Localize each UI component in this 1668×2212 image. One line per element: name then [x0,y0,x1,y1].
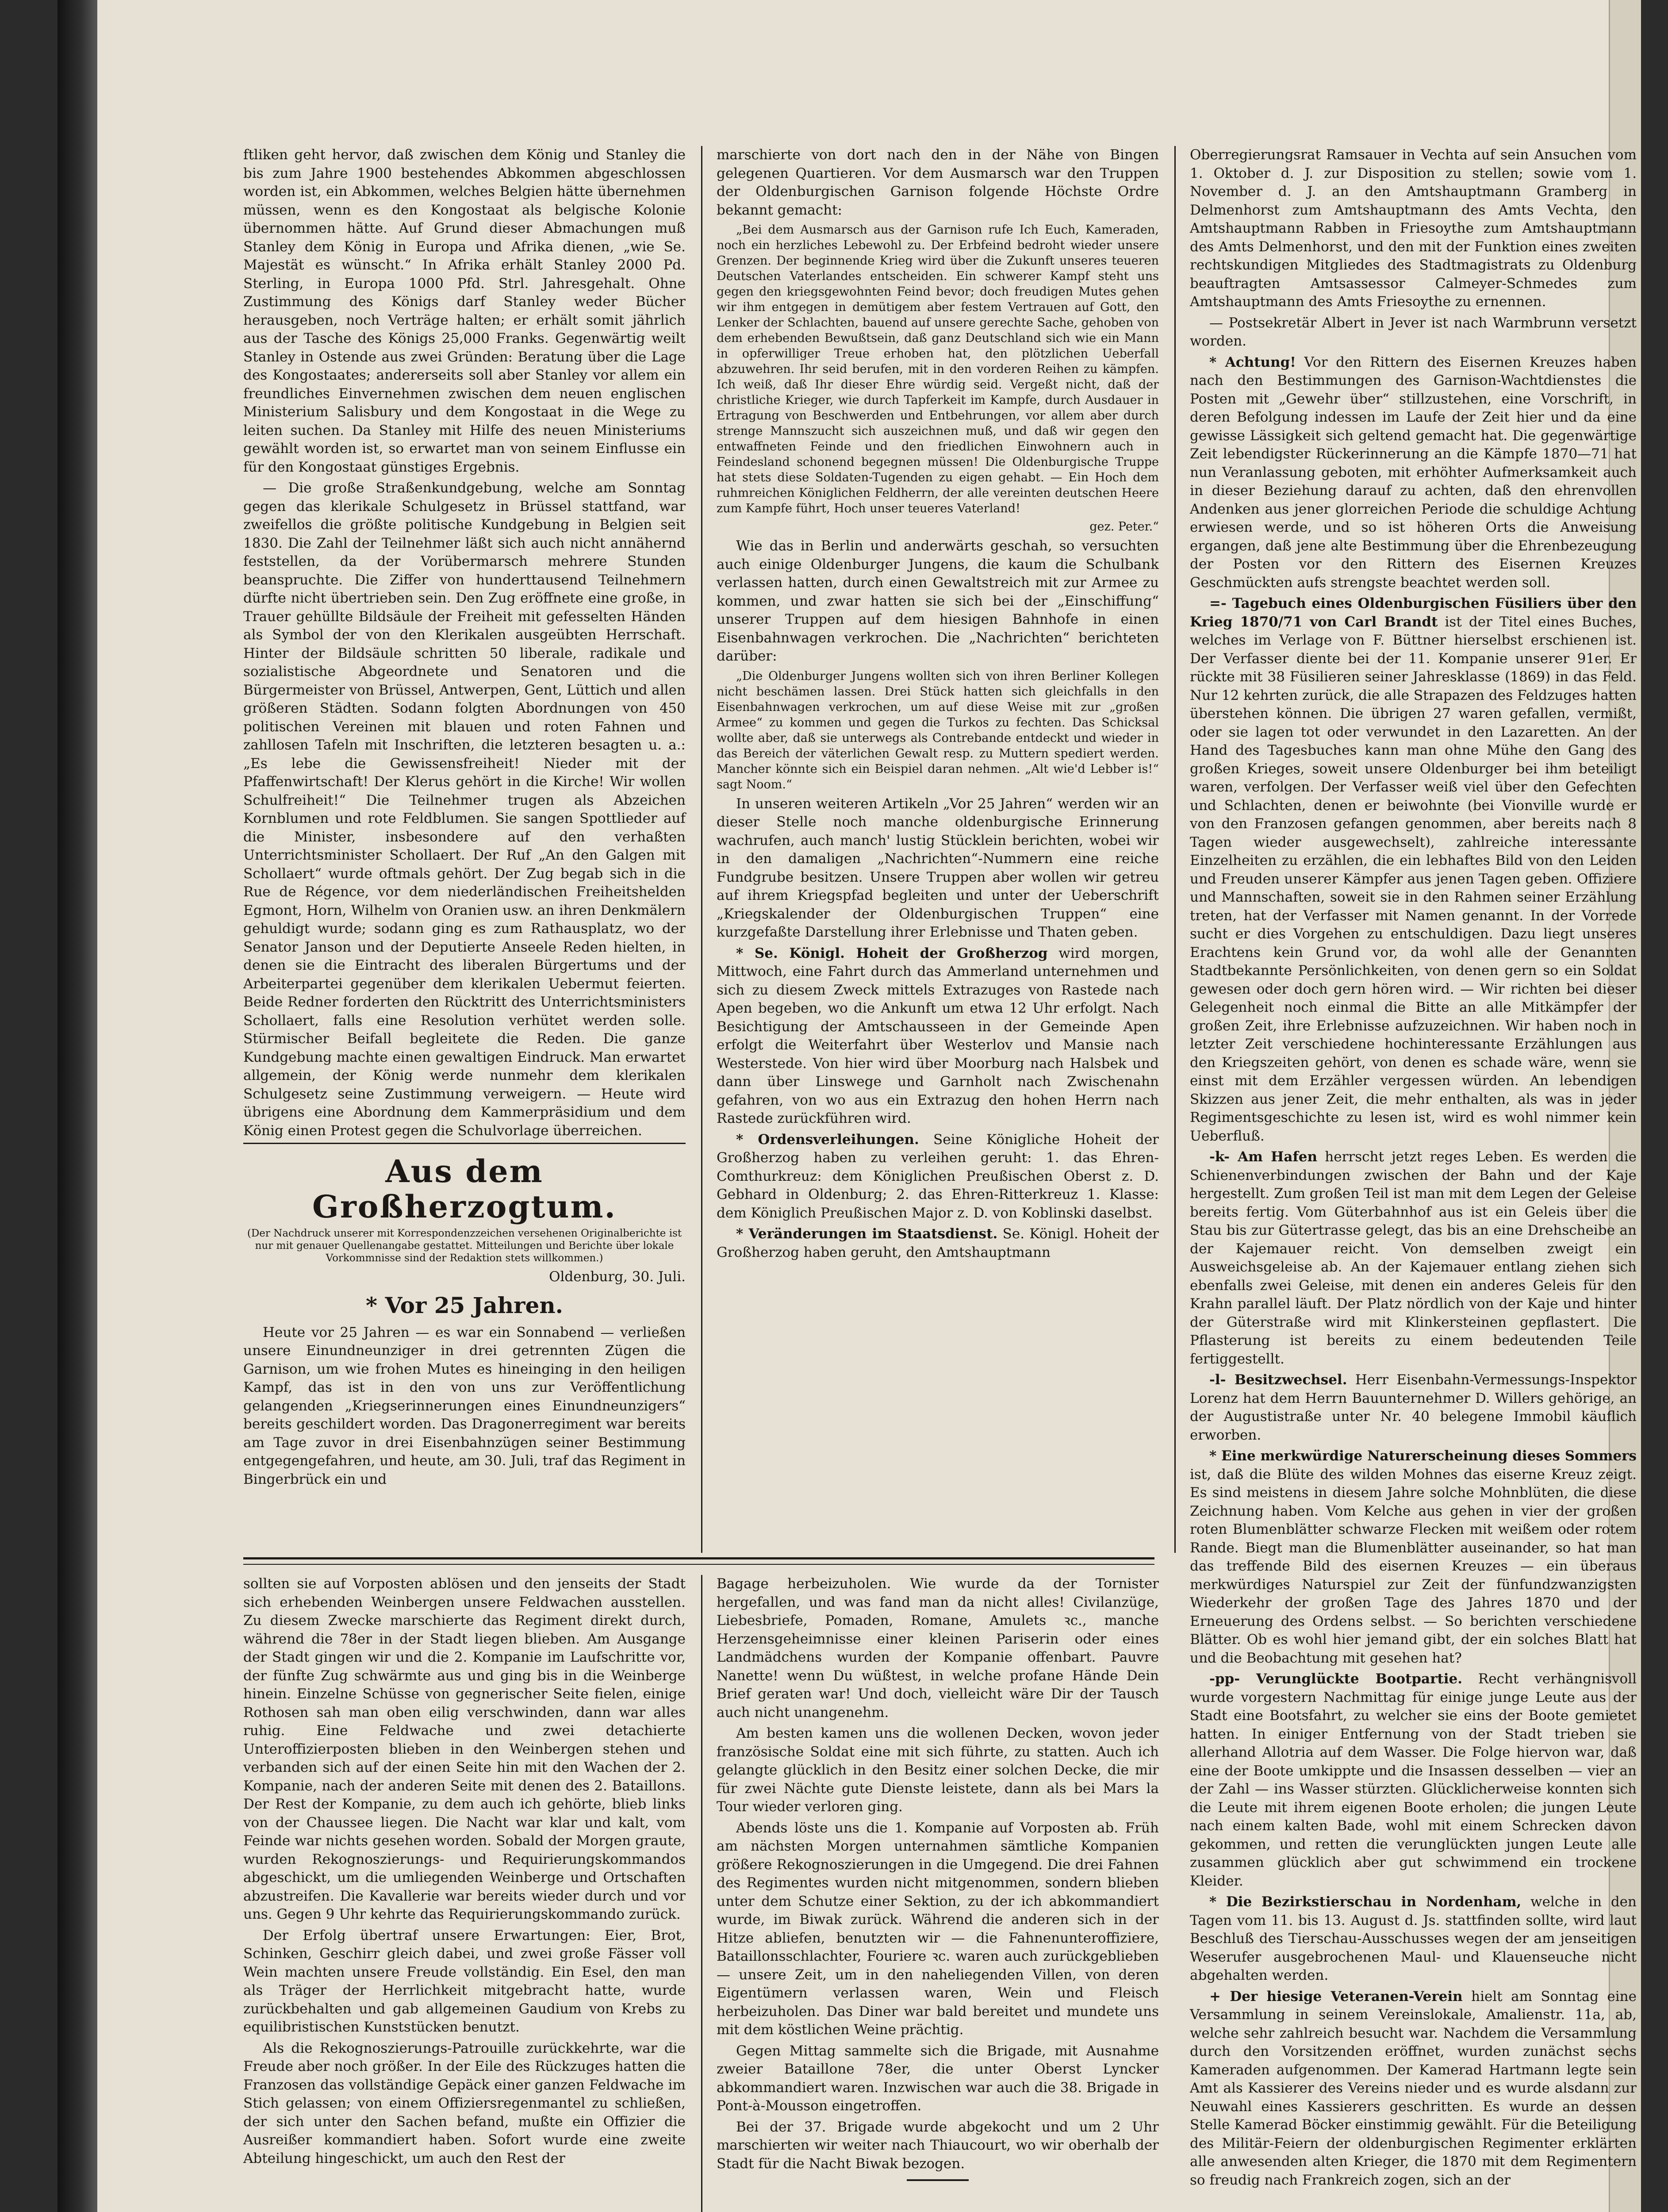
feuilleton-p1: sollten sie auf Vorposten ablösen und den jenseits der Stadt sich erhebenden Weinbergen unsere Feldwachen ausstellen. Zu diesem Zwecke marschierte das Regiment direkt durch, während die 78er in der Stadt liegen blieben. Am Ausgange der Stadt gingen wir und die 2. Kompanie im Laufschritte vor, der fünfte Zug schwärmte aus und ging bis in die Weinberge hinein. Einzelne Schüsse von gegnerischer Seite fielen, einige Rothosen sah man oben eilig verschwinden, dann war alles ruhig. Eine Feldwache und zwei detachierte Unteroffizierposten blieben in den Weinbergen stehen und verbanden sich auf der einen Seite hin mit den Wachen der 2. Kompanie, nach der anderen Seite mit denen des 2. Bataillons. Der Rest der Kompanie, zu dem auch ich gehörte, blieb links von der Chaussee liegen. Die Nacht war klar und kalt, vom Feinde war nichts gesehen worden. Sobald der Morgen graute, wurden Rekognoszierungs- und Requirierungskommandos abgeschickt, um die umliegenden Weinberge und Ortschaften abzustreifen. Die Kavallerie war bereits wieder durch und vor uns. Gegen 9 Uhr kehrte das Requirierungskommando zurück. [243,1576,686,1922]
article-staatsdienst-cont: Oberregierungsrat Ramsauer in Vechta auf sein Ansuchen vom 1. Oktober d. J. zur Disposition zu stellen; sowie vom 1. November d. J. an den Amtshauptmann Gramberg in Delmenhorst zum Amtshauptmann des Amts Vechta, den Amtshauptmann Rabben in Friesoythe zum Amtshauptmann des Amts Delmenhorst, und den mit der Funktion eines zweiten rechtskundigen Mitgliedes des Stadtmagistrats zu Oldenburg beauftragten Amtsassessor Calmeyer-Schmedes zum Amtshauptmann des Amts Friesoythe zu ernennen. [1190,147,1637,310]
heading-veteranen: + Der hiesige Veteranen-Verein [1209,1988,1463,2005]
heading-tierschau: * Die Bezirkstierschau in Nordenham, [1209,1894,1522,1910]
heading-hafen: -k- Am Hafen [1209,1149,1318,1165]
feuilleton-p8: Bei der 37. Brigade wurde abgekocht und um 2 Uhr marschierten wir weiter nach Thiaucourt, wo wir oberhalb der Stadt für die Nacht Biwak bezogen. [717,2119,1159,2172]
feuilleton-rule [243,1557,1154,1565]
feuilleton-p5: Am besten kamen uns die wollenen Decken, wovon jeder französische Soldat eine mit sich führte, zu statten. Auch ich gelangte glücklich in den Besitz einer solchen Decke, die mir für zwei Nächte gute Dienste leistete, dann als bei Mars la Tour wieder verloren ging. [717,1725,1159,1815]
feuilleton-column-2 [717,1575,1159,2212]
section-title: Aus dem Großherzogtum. [312,1153,617,1225]
column-rule [701,146,702,1553]
heading-naturerscheinung: * Eine merkwürdige Naturerscheinung dieses Sommers [1209,1448,1637,1464]
quote-ordre: „Bei dem Ausmarsch aus der Garnison rufe Ich Euch, Kameraden, noch ein herzliches Lebewohl zu. Der Erbfeind bedroht wieder unsere Grenzen. Der beginnende Krieg wird über die Zukunft unseres teueren Deutschen Vaterlandes entscheiden. Ein schwerer Kampf steht uns gegen den kriegsgewohnten Feind bevor; doch freudigen Mutes gehen wir ihm entgegen in demütigem aber festem Vertrauen auf Gott, den Lenker der Schlachten, bauend auf unsere gerechte Sache, gehoben von dem erhebenden Bewußtsein, daß ganz Deutschland sich wie ein Mann in opferwilliger Treue erhoben hat, den plötzlichen Ueberfall abzuwehren. Ihr seid berufen, mit in den vorderen Reihen zu kämpfen. Ich weiß, daß Ihr dieser Ehre würdig seid. Vergeßt nicht, daß der christliche Krieger, wie durch Tapferkeit im Kampfe, durch Ausdauer in Ertragung von Beschwerden und Entbehrungen, vor allem aber durch strenge Mannszucht sich auszeichnen muß, und daß wir gegen den entwaffneten Feinde und den friedlichen Einwohnern auch in Feindesland schonend begegnen müssen! Die Oldenburgische Truppe hat stets diese Soldaten-Tugenden zu eigen gehabt. — Ein Hoch dem ruhmreichen Königlichen Feldherrn, der alle vereinten deutschen Heere zum Kampfe führt, Hoch unser teueres Vaterland! [717,223,1159,515]
article-naturerscheinung: * Eine merkwürdige Naturerscheinung dieses Sommers ist, daß die Blüte des wilden Mohnes das eiserne Kreuz zeigt. Es sind meistens in diesem Jahre solche Mohnblüten, die diese Zeichnung haben. Vom Kelche aus gehen in vier der großen roten Blumenblätter schwarze Flecken mit weißem oder rotem Rande. Biegt man die Blumenblätter auseinander, so hat man das treffende Bild des eisernen Kreuzes — ein überaus merkwürdiges Naturspiel zur Zeit der fünfundzwanzigsten Wiederkehr der großen Tage des Jahres 1870 und der Erneuerung des Ordens selbst. — So berichten verschiedene Blätter. Ob es wohl hier jemand gibt, der ein solches Blatt hat und die Beobachtung mit gesehen hat? [1190,1448,1637,1666]
lower-section [243,1575,1645,2212]
feuilleton-column-1 [243,1575,686,2212]
column-rule [701,1575,702,2212]
column-2 [717,146,1159,1553]
article-weitere: In unseren weiteren Artikeln „Vor 25 Jahren“ werden wir an dieser Stelle noch manche oldenburgische Erinnerung wachrufen, auch manch' lustig Stücklein berichten, wobei wir in den damaligen „Nachrichten“-Nummern eine reiche Fundgrube besitzen. Unsere Truppen aber wollen wir getreu auf ihrem Kriegspfad begleiten und unter der Ueberschrift „Kriegskalender der Oldenburgischen Truppen“ eine kurzgefaßte Darstellung ihrer Erlebnisse und Thaten geben. [717,795,1159,940]
article-postsekretaer: — Postsekretär Albert in Jever ist nach Warmbrunn versetzt worden. [1190,315,1637,349]
article-jungens: Wie das in Berlin und anderwärts geschah, so versuchten auch einige Oldenburger Jungens, die kaum die Schulbank verlassen hatten, durch einen Gewaltstreich mit zur Armee zu kommen, und zwar hatten sie sich bei der „Einschiffung“ unserer Truppen auf dem hiesigen Bahnhofe in einen Eisenbahnwagen verkrochen. Die „Nachrichten“ berichteten darüber: [717,538,1159,664]
article-grossherzog: * Se. Königl. Hoheit der Großherzog wird morgen, Mittwoch, eine Fahrt durch das Ammerland unternehmen und sich zu diesem Zweck mittels Extrazuges von Rastede nach Apen begeben, wo die Ankunft um etwa 12 Uhr erfolgt. Nach Besichtigung der Amtschausseen in der Gemeinde Apen erfolgt die Weiterfahrt über Westerlov und Mansie nach Westerstede. Von hier wird über Moorburg nach Halsbek und dann über Linswege und Garnholt nach Zwischenahn gefahren, von wo aus ein Extrazug den hohen Herrn nach Rastede zurückführen wird. [717,945,1159,1126]
feuilleton-p4: Bagage herbeizuholen. Wie wurde da der Tornister hergefallen, und was fand man da nicht alles! Civilanzüge, Liebesbriefe, Pomaden, Romane, Amulets ꝛc., manche Herzensgeheimnisse einer kleinen Pariserin oder eines Landmädchens wurden der Kompanie offenbart. Pauvre Nanette! wenn Du wüßtest, in welche profane Hände Dein Brief geraten war! Und doch, vielleicht wäre Dir der Tausch auch nicht unangenehm. [717,1576,1159,1720]
column-3 [1190,146,1637,2188]
feuilleton-p6: Abends löste uns die 1. Kompanie auf Vorposten ab. Früh am nächsten Morgen unternahmen sämtliche Kompanien größere Rekognoszierungen in die Umgegend. Die drei Fahnen des Regimentes wurden nicht mitgenommen, sondern blieben unter dem Schutze einer Sektion, zu der ich abkommandiert wurde, im Biwak zurück. Während die anderen sich in der Hitze abliefen, benutzten wir — die Fahnenunteroffiziere, Bataillonsschlachter, Fouriere ꝛc. waren auch zurückgeblieben — unsere Zeit, um in den naheliegenden Villen, von deren Eigentümern verlassen waren, Wein und Fleisch herbeizuholen. Das Diner war bald bereitet und mundete uns mit dem köstlichen Weine prächtig. [717,1820,1159,2038]
article-besitzwechsel: -l- Besitzwechsel. Herr Eisenbahn-Vermessungs-Inspektor Lorenz hat dem Herrn Bauunternehmer D. Willers gehörige, an der Augustistraße unter Nr. 40 belegene Immobil käuflich erworben. [1190,1372,1637,1443]
book-binding [58,0,97,2212]
feuilleton-p3: Als die Rekognoszierungs-Patrouille zurückkehrte, war die Freude aber noch größer. In der Eile des Rückzuges hatten die Franzosen das vollständige Gepäck einer ganzen Feldwache im Stich gelassen; von einem Offiziersregenmantel zu schließen, der sich unter den Sachen befand, mußte ein Offizier die Ausreißer kommandiert haben. Sofort wurde eine zweite Abteilung hingeschickt, um auch den Rest der [243,2040,686,2166]
article-orden: * Ordensverleihungen. Seine Königliche Hoheit der Großherzog haben zu verleihen geruht: 1. das Ehren-Comthurkreuz: dem Königlichen Preußischen Oberst z. D. Gebhard in Oldenburg; 2. das Ehren-Ritterkreuz 1. Klasse: dem Königlich Preußischen Major z. D. von Koblinski daselbst. [717,1131,1159,1221]
subtitle-vor-25-jahren: * Vor 25 Jahren. [365,1292,564,1318]
section-note: (Der Nachdruck unserer mit Korrespondenzzeichen versehenen Originalberichte ist nur mit genauer Quellenangabe gestattet. Mitteilungen und Berichte über lokale Vorkommnisse sind der Redaktion stets willkommen.) [247,1228,682,1264]
end-separator [907,2179,969,2181]
column-rule [1174,146,1176,1553]
heading-tagebuch: =- Tagebuch eines Oldenburgischen Füsiliers über den Krieg 1870/71 von Carl Brandt [1190,595,1637,630]
column-1 [243,146,686,1553]
article-achtung: * Achtung! Vor den Rittern des Eisernen Kreuzes haben nach den Bestimmungen des Garnison-Wachtdienstes die Posten mit „Gewehr über“ stillzustehen, eine Vorschrift, in deren Befolgung indessen im Laufe der Zeit hier und da eine gewisse Lässigkeit sich geltend gemacht hat. Die gegenwärtige Zeit lebendigster Rückerinnerung an die Kämpfe 1870—71 hat nun Veranlassung geboten, mit erhöhter Aufmerksamkeit auch in dieser Beziehung darauf zu achten, daß den ehrenvollen Andenken aus jener glorreichen Periode die schuldige Achtung erwiesen werde, und so ist höheren Orts die Anweisung ergangen, daß jene alte Bestimmung über die Ehrenbezeugung der Posten vor den Rittern des Eisernen Kreuzes Geschmückten aufs strengste beachtet werden soll. [1190,354,1637,591]
quote-signature: gez. Peter.“ [1089,520,1159,534]
feuilleton-p7: Gegen Mittag sammelte sich die Brigade, mit Ausnahme zweier Bataillone 78er, die unter Oberst Lyncker abkommandiert waren. Inzwischen war auch die 38. Brigade in Pont-à-Mousson eingetroffen. [717,2043,1159,2114]
heading-besitzwechsel: -l- Besitzwechsel. [1209,1372,1347,1388]
article-tagebuch: =- Tagebuch eines Oldenburgischen Füsiliers über den Krieg 1870/71 von Carl Brandt ist der Titel eines Buches, welches im Verlage von F. Büttner hierselbst erschienen ist. Der Verfasser diente bei der 11. Kompanie unserer 91er. Er rückte mit 38 Füsilieren seiner Jahresklasse (1869) in das Feld. Nur 12 kehrten zurück, die alle Strapazen des Feldzuges hatten überstehen können. Die übrigen 27 waren gefallen, vermißt, oder sie lagen tot oder verwundet in den Lazaretten. An der Hand des Tagesbuches kann man ohne Mühe den Gang des großen Krieges, soweit unsere Oldenburger bei ihm beteiligt waren, verfolgen. Der Verfasser weiß viel über den Gefechten und Schlachten, denen er beiwohnte (bei Vionville wurde er von den Franzosen gefangen genommen, aber bereits nach 8 Tagen wieder ausgewechselt), zahlreiche interessante Einzelheiten zu erzählen, die ein lebhaftes Bild von den Leiden und Freuden unserer Kämpfer aus jenen Tagen geben. Offiziere und Mannschaften, soweit sie in den Rahmen seiner Erzählung treten, hat der Verfasser mit Namen genannt. In der Vorrede sucht er dies Vorgehen zu entschuldigen. Dazu liegt unseres Erachtens kein Grund vor, da wohl alle der Genannten Stadtbekannte Persönlichkeiten, von denen gern so ein Soldat gewesen oder doch gern hören wird. — Wir richten bei dieser Gelegenheit noch einmal die Bitte an alle Mitkämpfer der großen Zeit, ihre Erlebnisse aufzuzeichnen. Wir haben noch in letzter Zeit verschiedene hochinteressante Erzählungen aus den Kriegszeiten gehört, von denen es schade wäre, wenn sie einst mit dem Erzähler vergessen würden. An lebendigen Skizzen aus jener Zeit, die mehr enthalten, als was in jeder Regimentsgeschichte zu lesen ist, wird es wohl nimmer kein Ueberfluß. [1190,595,1637,1144]
heading-staatsdienst: * Veränderungen im Staatsdienst. [736,1226,998,1242]
article-hafen: -k- Am Hafen herrscht jetzt reges Leben. Es werden die Schienenverbindungen zwischen der Bahn und der Kaje hergestellt. Zum großen Teil ist man mit dem Legen der Geleise bereits fertig. Vom Güterbahnhof aus ist ein Geleis über die Stau bis zur Gütertrasse gelegt, das bis an eine Drehscheibe an der Kajemauer reicht. Von demselben zweigt ein Ausweichsgeleise ab. An der Kajemauer entlang ziehen sich ebenfalls zwei Geleise, mit denen ein anderes Geleis für den Krahn parallel läuft. Der Platz nördlich von der Kaje und hinter der Güterstraße wird mit Klinkersteinen gepflastert. Die Pflasterung ist bereits zu einem bedeutenden Teile fertiggestellt. [1190,1149,1637,1367]
newspaper-page [58,0,1641,2212]
heading-bootpartie: -pp- Verunglückte Bootpartie. [1209,1671,1463,1687]
dateline: Oldenburg, 30. Juli. [549,1269,686,1285]
feuilleton-p2: Der Erfolg übertraf unsere Erwartungen: Eier, Brot, Schinken, Geschirr gleich dabei, und zwei große Fässer voll Wein machten unsere Freude vollständig. Ein Esel, den man als Träger der Herrlichkeit mitgebracht hatte, wurde zurückbehalten und gab allgemeinen Gaudium von Krebs zu equilibristischen Kunststücken benutzt. [243,1927,686,2035]
article-bruessel-kundgebung: — Die große Straßenkundgebung, welche am Sonntag gegen das klerikale Schulgesetz in Brüssel stattfand, war zweifellos die größte politische Kundgebung in Belgien seit 1830. Die Zahl der Teilnehmer läßt sich auch nicht annähernd feststellen, da der Vorübermarsch mehrere Stunden beanspruchte. Die Ziffer von hunderttausend Teilnehmern dürfte nicht übertrieben sein. Den Zug eröffnete eine große, in Trauer gehüllte Bildsäule der Freiheit mit gefesselten Händen als Symbol der von den Klerikalen ausgeübten Herrschaft. Hinter der Bildsäule schritten 50 liberale, radikale und sozialistische Abgeordnete und Senatoren und die Bürgermeister von Brüssel, Antwerpen, Gent, Lüttich und allen größeren Städten. Sodann folgten Abordnungen von 450 politischen Vereinen mit blauen und roten Fahnen und zahllosen Tafeln mit Inschriften, die letzteren besagten u. a.: „Es lebe die Gewissensfreiheit! Nieder mit der Pfaffenwirtschaft! Der Klerus gehört in die Kirche! Wir wollen Schulfreiheit!“ Die Teilnehmer trugen als Abzeichen Kornblumen und rote Feldblumen. Sie sangen Spottlieder auf die Minister, insbesondere auf den verhaßten Unterrichtsminister Schollaert. Der Ruf „An den Galgen mit Schollaert“ wurde oftmals gehört. Der Zug begab sich in die Rue de Régence, vor dem niederländischen Freiheitshelden Egmont, Horn, Wilhelm von Oranien usw. an ihren Denkmälern gehuldigt wurde; sodann ging es zum Rathausplatz, wo der Senator Janson und der Deputierte Anseele Reden hielten, in denen sie die Eintracht des liberalen Bürgertums und der Arbeiterpartei gegenüber dem klerikalen Uebermut feierten. Beide Redner forderten den Rücktritt des Unterrichtsministers Schollaert, falls eine Resolution verhütet werden solle. Stürmischer Beifall begleitete die Reden. Die ganze Kundgebung machte einen gewaltigen Eindruck. Man erwartet allgemein, der König werde nunmehr dem klerikalen Schulgesetz seine Zustimmung verweigern. — Heute wird übrigens eine Abordnung dem Kammerpräsidium und dem König einen Protest gegen die Schulvorlage überreichen. [243,480,686,1139]
heading-achtung: * Achtung! [1209,354,1296,370]
article-veteranen: + Der hiesige Veteranen-Verein hielt am Sonntag eine Versammlung in seinem Vereinslokale, Amalienstr. 11a, ab, welche sehr zahlreich besucht war. Nachdem die Versammlung durch den Vorsitzenden eröffnet, wurden zunächst sechs Kameraden aufgenommen. Der Kamerad Hartmann legte sein Amt als Kassierer des Vereins nieder und es wurde alsdann zur Neuwahl eines Kassierers geschritten. Es wurde an dessen Stelle Kamerad Böcker einstimmig gewählt. Für die Beteiligung des Militär-Feiern der oldenburgischen Regimenter erklärten alle anwesenden alten Krieger, die 1870 mit dem Regimentern so freudig nach Frankreich zogen, sich an der [1190,1988,1637,2188]
article-staatsdienst: * Veränderungen im Staatsdienst. Se. Königl. Hoheit der Großherzog haben geruht, den Amtshauptmann [717,1226,1159,1260]
heading-orden: * Ordensverleihungen. [736,1131,919,1148]
article-stanley: ftliken geht hervor, daß zwischen dem König und Stanley die bis zum Jahre 1900 bestehendes Abkommen abgeschlossen worden ist, ein Abkommen, welches Belgien hätte übernehmen müssen, wenn es den Kongostaat als belgische Kolonie übernommen hätte. Auf Grund dieser Abmachungen muß Stanley dem König in Europa und Afrika dienen, „wie Se. Majestät es wünscht.“ In Afrika erhält Stanley 2000 Pd. Sterling, in Europa 1000 Pfd. Strl. Jahresgehalt. Ohne Zustimmung des Königs darf Stanley weder Bücher herausgeben, noch Verträge halten; er erhält somit jährlich aus der Tasche des Königs 25,000 Franks. Gegenwärtig weilt Stanley in Ostende aus zwei Gründen: Beratung über die Lage des Kongostaates; andererseits soll aber Stanley vor allem ein freundliches Einvernehmen zwischen dem neuen englischen Ministerium Salisbury und dem Kongostaat in die Wege zu leiten suchen. Da Stanley mit Hilfe des neuen Ministeriums gewählt worden ist, so erwartet man von seinem Einflusse ein für den Kongostaat günstiges Ergebnis. [243,147,686,475]
article-bootpartie: -pp- Verunglückte Bootpartie. Recht verhängnisvoll wurde vorgestern Nachmittag für einige junge Leute aus der Stadt eine Bootsfahrt, zu welcher sie eins der Boote gemietet hatten. In einiger Entfernung von der Stadt trieben sie allerhand Allotria auf dem Wasser. Die Folge hiervon war, daß eine der Boote umkippte und die Insassen desselben — vier an der Zahl — ins Wasser stürzten. Glücklicherweise konnten sich die Leute mit ihrem eigenen Boote erholen; die jungen Leute nach einem kalten Bade, wohl mit einem Schrecken davon gekommen, und retten die verunglückten jungen Leute alle zusammen glücklich aber gut schwimmend ein trockene Kleider. [1190,1671,1637,1889]
article-tierschau: * Die Bezirkstierschau in Nordenham, welche in den Tagen vom 11. bis 13. August d. Js. stattfinden sollte, wird laut Beschluß des Tierschau-Ausschusses wegen der am jenseitigen Weserufer ausgebrochenen Maul- und Klauenseuche nicht abgehalten werden. [1190,1894,1637,1983]
quote-nachrichten: „Die Oldenburger Jungens wollten sich von ihren Berliner Kollegen nicht beschämen lassen. Drei Stück hatten sich gleichfalls in den Eisenbahnwagen verkrochen, um auf diese Weise mit zur „großen Armee“ zu kommen und gegen die Turkos zu fechten. Das Schicksal wollte aber, daß sie unterwegs als Contrebande entdeckt und wieder in das Bereich der väterlichen Gewalt resp. zu Muttern spediert werden. Mancher könnte sich ein Beispiel daran nehmen. „Alt wie'd Lebber is!“ sagt Noom.“ [717,669,1159,791]
article-vor-25-jahren: Heute vor 25 Jahren — es war ein Sonnabend — verließen unsere Einundneunziger in drei getrennten Zügen die Garnison, um wie frohen Mutes es hineinging in den heiligen Kampf, das ist in den von uns zur Veröffentlichung gelangenden „Kriegserinnerungen eines Einundneunzigers“ bereits geschildert worden. Das Dragonerregiment war bereits am Tage zuvor in drei Eisenbahnzügen seiner Bestimmung entgegengefahren, und heute, am 30. Juli, traf das Regiment in Bingerbrück ein und [243,1324,686,1487]
section-rule [243,1143,686,1144]
heading-grossherzog: * Se. Königl. Hoheit der Großherzog [736,945,1048,961]
article-continuation: marschierte von dort nach den in der Nähe von Bingen gelegenen Quartieren. Vor dem Ausmarsch war den Truppen der Oldenburgischen Garnison folgende Höchste Ordre bekannt gemacht: [717,147,1159,218]
